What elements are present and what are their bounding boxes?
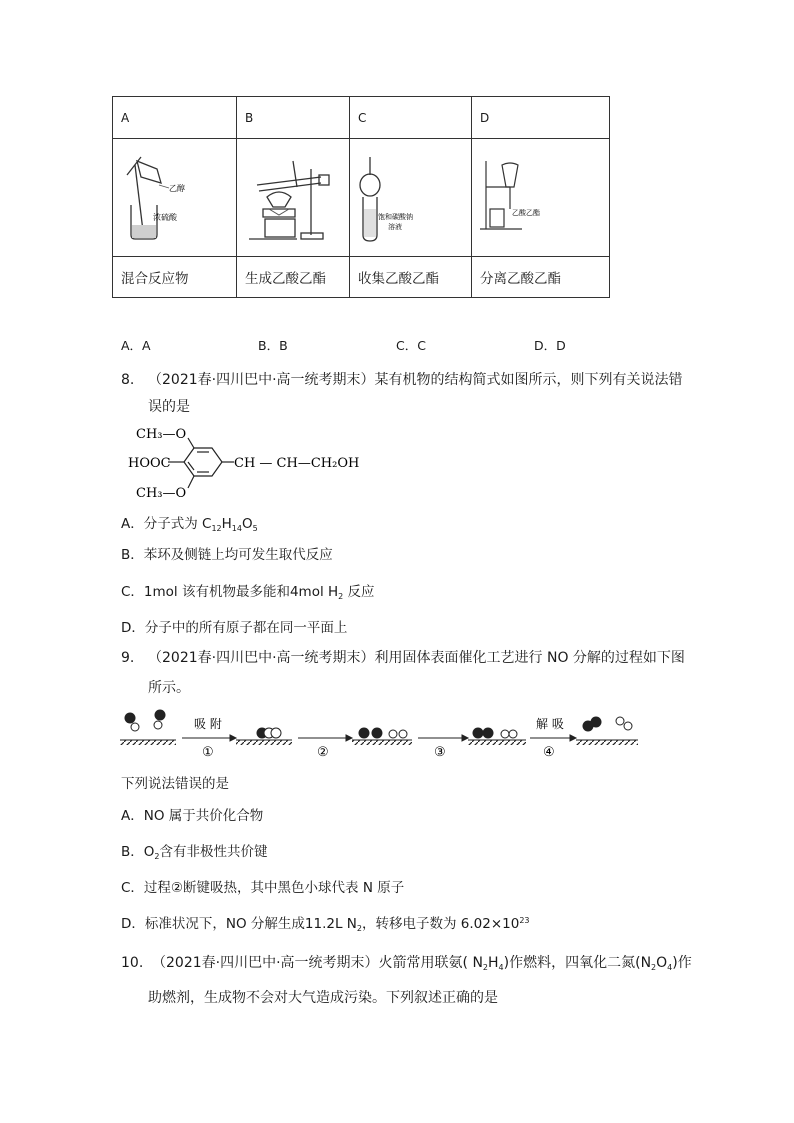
label-step-4: ④ <box>543 745 555 760</box>
catalyst-surfaces <box>120 740 638 745</box>
no-decomposition-diagram <box>118 706 648 760</box>
q9-option-c: C．过程②断键吸热，其中黑色小球代表 N 原子 <box>121 880 405 896</box>
q10-stem-cont: 助燃剂，生成物不会对大气造成污染。下列叙述正确的是 <box>148 990 498 1006</box>
table-header-c: C <box>350 97 472 139</box>
caption-a: 混合反应物 <box>113 257 237 298</box>
table-header-b: B <box>237 97 350 139</box>
side-chain: CH — CH—CH₂OH <box>234 456 360 471</box>
label-solution: 溶液 <box>388 223 402 231</box>
methoxy-top: CH₃—O <box>136 427 187 442</box>
apparatus-c <box>350 139 472 257</box>
label-desorption: 解 吸 <box>536 717 564 731</box>
caption-c: 收集乙酸乙酯 <box>350 257 472 298</box>
label-step-3: ③ <box>434 745 446 760</box>
q9-stem: （2021春·四川巴中·高一统考期末）利用固体表面催化工艺进行 NO 分解的过程如下图 <box>148 650 685 666</box>
q9-number: 9. <box>121 650 135 666</box>
carboxyl-group: HOOC <box>128 456 171 471</box>
methoxy-bottom: CH₃—O <box>136 486 187 501</box>
q8-stem: （2021春·四川巴中·高一统考期末）某有机物的结构简式如图所示，则下列有关说法错 <box>148 372 683 388</box>
mixing-diagram <box>113 139 228 253</box>
stage-4-molecules <box>473 728 518 739</box>
q8-option-d: D．分子中的所有原子都在同一平面上 <box>121 620 348 636</box>
q8-stem-cont: 误的是 <box>148 399 190 415</box>
q9-option-d: D．标准状况下，NO 分解生成11.2L $N_2$，转移电子数为 $6.02\times 10^{23}$ <box>121 916 530 933</box>
q10-stem: （2021春·四川巴中·高一统考期末）火箭常用联氨( $N_2H_4$)作燃料，四氧化二氮$(N_2O_4)$作 <box>152 955 692 972</box>
q9-stem-cont: 所示。 <box>148 680 190 696</box>
heating-diagram <box>237 139 341 253</box>
label-ethanol: 乙醇 <box>169 184 185 193</box>
label-saturated-na2co3: 饱和碳酸钠 <box>378 213 413 221</box>
q7-option-b: B．B <box>258 338 288 353</box>
stage-5-molecules <box>583 717 633 732</box>
liquid-fill <box>132 225 156 238</box>
stage-1-molecules <box>125 710 166 732</box>
label-sulfuric-acid: 浓硫酸 <box>153 213 177 222</box>
stage-2-molecules <box>257 728 282 739</box>
apparatus-b <box>237 139 350 257</box>
q8-option-a: A．分子式为 $C_{12}H_{14}O_5$ <box>121 516 258 533</box>
q9-option-b: B．$O_2$含有非极性共价键 <box>121 844 268 861</box>
q7-option-d: D．D <box>534 338 566 353</box>
q7-option-c: C．C <box>396 338 426 353</box>
q8-structure <box>126 420 376 506</box>
benzene-ring <box>168 438 234 488</box>
caption-d: 分离乙酸乙酯 <box>472 257 610 298</box>
q9-intro: 下列说法错误的是 <box>121 776 229 792</box>
apparatus-d <box>472 139 610 257</box>
q9-option-a: A．NO 属于共价化合物 <box>121 808 264 824</box>
q7-option-a: A．A <box>121 338 151 353</box>
label-adsorption: 吸 附 <box>194 717 222 731</box>
table-header-a: A <box>113 97 237 139</box>
separating-diagram <box>472 139 601 253</box>
label-step-2: ② <box>317 745 329 760</box>
q8-number: 8. <box>121 372 135 388</box>
label-step-1: ① <box>202 745 214 760</box>
collecting-diagram <box>350 139 463 253</box>
q10-number: 10. <box>121 955 144 971</box>
q8-option-c: C．1mol 该有机物最多能和4mol $H_2$ 反应 <box>121 584 375 601</box>
stage-3-atoms <box>359 728 408 739</box>
apparatus-a <box>113 139 237 257</box>
experiment-table <box>112 96 610 298</box>
caption-b: 生成乙酸乙酯 <box>237 257 350 298</box>
structure-formula <box>126 420 376 506</box>
q8-option-b: B．苯环及侧链上均可发生取代反应 <box>121 547 333 563</box>
table-header-d: D <box>472 97 610 139</box>
label-ethyl-acetate: 乙酸乙酯 <box>512 209 540 217</box>
